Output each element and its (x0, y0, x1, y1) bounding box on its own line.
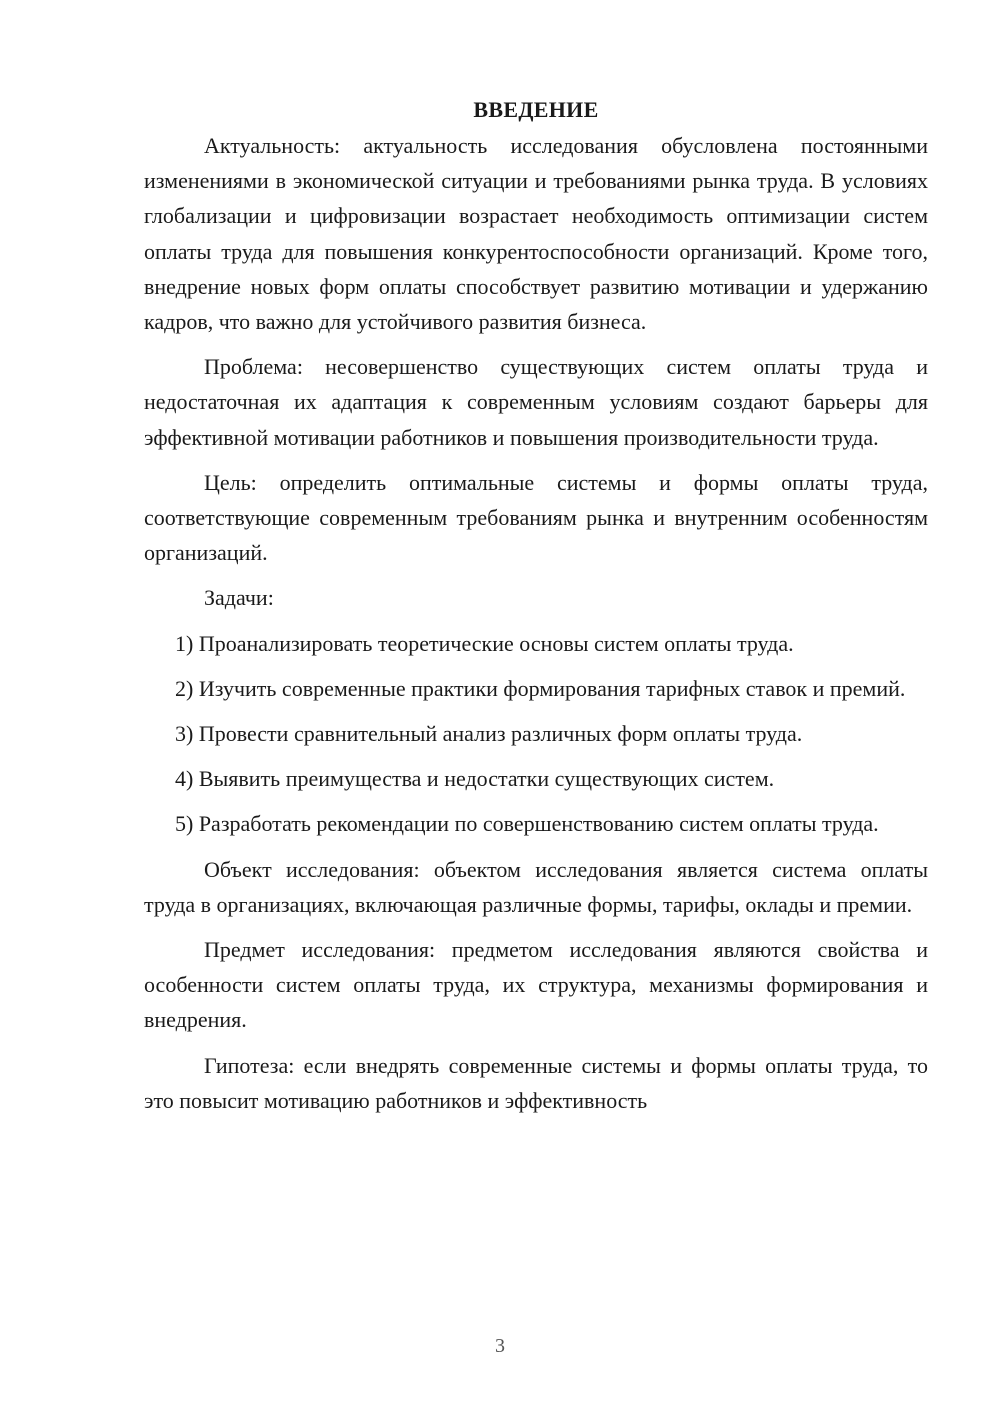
paragraph-subject: Предмет исследования: предметом исследования являются свойства и особенности систем оплаты труда, их структура, механизмы формирования и внедрения. (144, 937, 928, 1033)
paragraph-problem: Проблема: несовершенство существующих систем оплаты труда и недостаточная их адаптация к современным условиям создают барьеры для эффективной мотивации работников и повышения производительности труда. (144, 354, 928, 450)
paragraph-tasks-heading: Задачи: (204, 585, 274, 611)
task-item-1: 1) Проанализировать теоретические основы систем оплаты труда. (175, 630, 794, 656)
page-number: 3 (495, 1335, 505, 1357)
paragraph-relevance: Актуальность: актуальность исследования обусловлена постоянными изменениями в экономической ситуации и требованиями рынка труда. В условиях глобализации и цифровизации возрастает необходимость оптимизации систем оплаты труда для повышения конкурентоспособности организаций. Кроме того, внедрение новых форм оплаты способствует развитию мотивации и удержанию кадров, что важно для устойчивого развития бизнеса. (144, 133, 928, 335)
document-body (144, 92, 928, 1128)
paragraph-goal: Цель: определить оптимальные системы и формы оплаты труда, соответствующие современным требованиям рынка и внутренним особенностям организаций. (144, 469, 928, 566)
paragraph-hypothesis: Гипотеза: если внедрять современные системы и формы оплаты труда, то это повысит мотивацию работников и эффективность (144, 1052, 928, 1113)
task-item-3: 3) Провести сравнительный анализ различных форм оплаты труда. (175, 721, 803, 747)
section-title: ВВЕДЕНИЕ (473, 97, 599, 122)
paragraph-object: Объект исследования: объектом исследования является система оплаты труда в организациях, включающая различные формы, тарифы, оклады и премии. (144, 856, 928, 917)
task-item-5: 5) Разработать рекомендации по совершенствованию систем оплаты труда. (175, 811, 879, 837)
task-item-4: 4) Выявить преимущества и недостатки существующих систем. (175, 766, 775, 792)
task-item-2: 2) Изучить современные практики формирования тарифных ставок и премий. (175, 675, 906, 701)
